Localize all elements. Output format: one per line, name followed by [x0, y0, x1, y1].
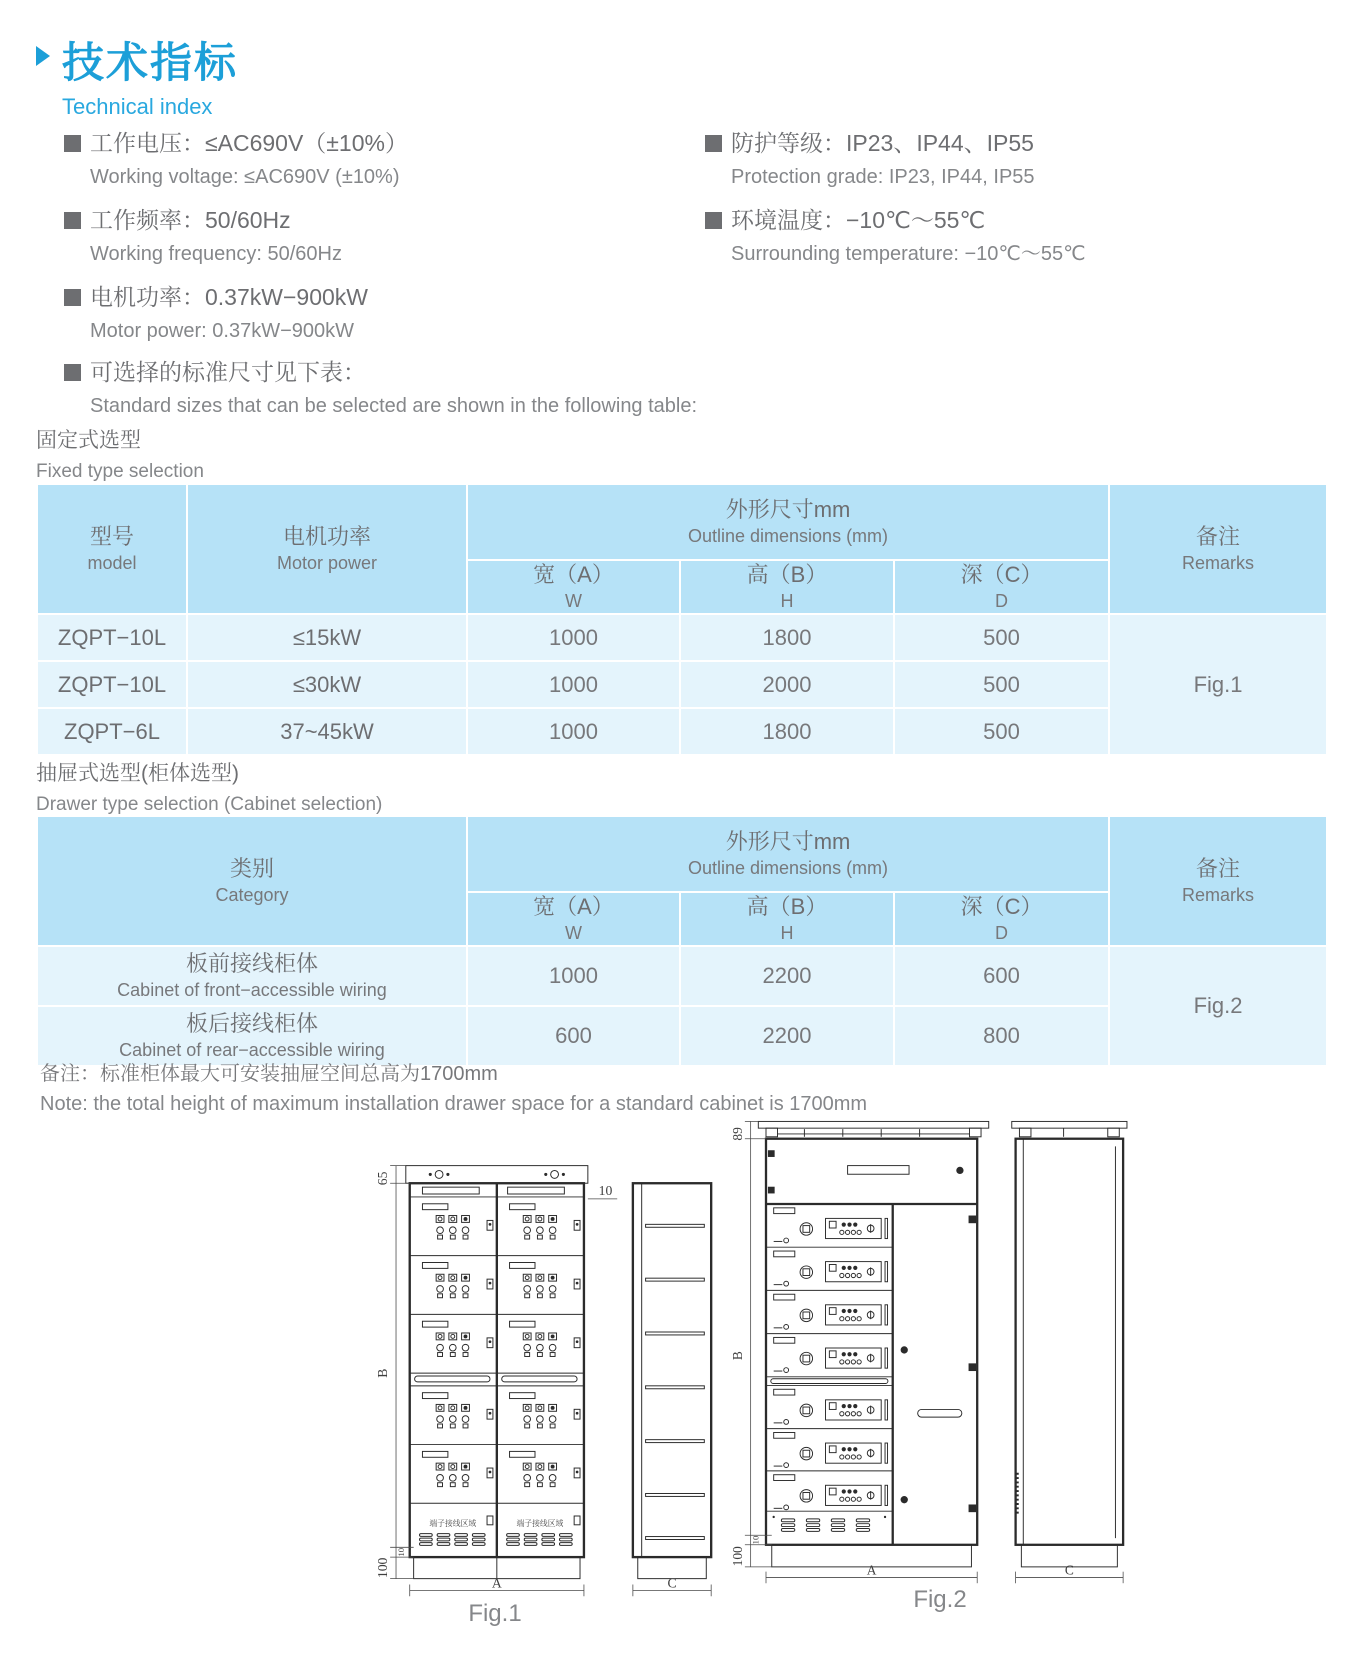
col-header-remarks: 备注 Remarks: [1109, 484, 1327, 614]
page-title: 技术指标: [62, 39, 239, 86]
drawer-type-table: [36, 815, 1328, 1067]
spec-zh: 工作电压：≤AC690V（±10%）: [90, 130, 408, 156]
cell-model: ZQPT−6L: [37, 708, 187, 755]
spec-en: Surrounding temperature: −10℃～55℃: [731, 243, 1086, 265]
spec-zh: 电机功率：0.37kW−900kW: [90, 284, 368, 310]
spec-item: [705, 128, 1325, 192]
square-bullet-icon: [64, 364, 81, 381]
col-header-power: 电机功率 Motor power: [187, 484, 467, 614]
fixed-section-label: [36, 424, 204, 483]
spec-zh: 防护等级：IP23、IP44、IP55: [731, 130, 1034, 156]
fig1-dim-A: A: [491, 1575, 502, 1591]
fig1-dim-100: 100: [375, 1557, 391, 1579]
col-header-height: 高（B） H: [680, 892, 894, 946]
page-subtitle: Technical index: [62, 94, 213, 119]
cell-depth: 500: [894, 661, 1109, 708]
fig1-dim-10-small: 10: [395, 1547, 406, 1557]
fig1-drawing: [335, 1148, 735, 1608]
cell-model: ZQPT−10L: [37, 661, 187, 708]
cell-width: 1000: [467, 946, 680, 1006]
square-bullet-icon: [64, 289, 81, 306]
cell-depth: 600: [894, 946, 1109, 1006]
cell-category: 板后接线柜体 Cabinet of rear−accessible wiring: [37, 1006, 467, 1066]
cell-height: 2200: [680, 1006, 894, 1066]
title-arrow-icon: [36, 46, 50, 66]
fixed-type-table: [36, 483, 1328, 756]
fig2-front-view: [758, 1121, 988, 1566]
terminal-area-label: 端子接线区域: [429, 1518, 477, 1528]
col-header-outline: 外形尺寸mm Outline dimensions (mm): [467, 484, 1109, 560]
section-title-en: Drawer type selection (Cabinet selection): [36, 794, 383, 815]
section-title-en: Fixed type selection: [36, 461, 204, 482]
fig2-dimensions: [730, 1121, 1123, 1583]
cell-remark: Fig.1: [1109, 614, 1327, 755]
fig2-dim-89: 89: [730, 1127, 745, 1141]
col-header-category: 类别 Category: [37, 816, 467, 946]
cell-height: 1800: [680, 614, 894, 661]
square-bullet-icon: [64, 135, 81, 152]
fig2-dim-10-small: 10: [750, 1535, 761, 1545]
terminal-area-label: 端子接线区域: [516, 1518, 564, 1528]
cell-depth: 500: [894, 708, 1109, 755]
table-row: [37, 614, 1327, 661]
fig2-dim-B: B: [730, 1351, 745, 1361]
cell-category: 板前接线柜体 Cabinet of front−accessible wiring: [37, 946, 467, 1006]
fig2-dim-A: A: [866, 1562, 877, 1578]
cell-width: 1000: [467, 661, 680, 708]
spec-item: [64, 128, 664, 192]
section-title-zh: 抽屉式选型(柜体选型): [36, 762, 239, 785]
square-bullet-icon: [64, 212, 81, 229]
cell-model: ZQPT−10L: [37, 614, 187, 661]
cell-width: 1000: [467, 708, 680, 755]
spec-item: [705, 205, 1325, 269]
fig1-dim-C: C: [667, 1575, 677, 1591]
fig1-caption: Fig.1: [468, 1600, 522, 1627]
cell-height: 1800: [680, 708, 894, 755]
fig2-side-view: [1012, 1121, 1127, 1566]
cell-power: ≤15kW: [187, 614, 467, 661]
spec-item: [64, 282, 664, 346]
spec-en: Protection grade: IP23, IP44, IP55: [731, 166, 1035, 188]
col-header-height: 高（B） H: [680, 560, 894, 614]
spec-zh: 可选择的标准尺寸见下表：: [90, 359, 366, 385]
spec-en: Standard sizes that can be selected are shown in the following table:: [90, 395, 698, 417]
cell-height: 2200: [680, 946, 894, 1006]
cell-power: 37~45kW: [187, 708, 467, 755]
spec-en: Working voltage: ≤AC690V (±10%): [90, 166, 400, 188]
spec-table-intro: [64, 357, 964, 421]
spec-zh: 环境温度：−10℃～55℃: [731, 207, 986, 233]
fig2-dim-C: C: [1064, 1562, 1074, 1578]
fig2-dim-100: 100: [730, 1546, 745, 1567]
fig1-dim-B: B: [375, 1368, 391, 1378]
spec-list-right: [705, 128, 1325, 282]
spec-item: [64, 205, 664, 269]
spec-en: Motor power: 0.37kW−900kW: [90, 320, 354, 342]
cell-depth: 800: [894, 1006, 1109, 1066]
cell-depth: 500: [894, 614, 1109, 661]
fig1-front-view: [406, 1166, 588, 1579]
footnote-en: Note: the total height of maximum installation drawer space for a standard cabinet is 1700mm: [40, 1093, 868, 1115]
page-title-block: [62, 30, 238, 120]
table-row: [37, 946, 1327, 1006]
col-header-outline: 外形尺寸mm Outline dimensions (mm): [467, 816, 1109, 892]
spec-zh: 工作频率：50/60Hz: [90, 207, 291, 233]
fig1-dim-65: 65: [375, 1171, 391, 1186]
col-header-depth: 深（C） D: [894, 892, 1109, 946]
cell-height: 2000: [680, 661, 894, 708]
section-title-zh: 固定式选型: [36, 429, 141, 452]
cell-width: 1000: [467, 614, 680, 661]
fig1-dim-10-top: 10: [598, 1182, 613, 1198]
col-header-width: 宽（A） W: [467, 560, 680, 614]
col-header-remarks: 备注 Remarks: [1109, 816, 1327, 946]
fig2-caption: Fig.2: [913, 1586, 967, 1613]
spec-en: Working frequency: 50/60Hz: [90, 243, 342, 265]
square-bullet-icon: [705, 212, 722, 229]
cell-power: ≤30kW: [187, 661, 467, 708]
footnote-zh: 备注：标准柜体最大可安装抽屉空间总高为1700mm: [40, 1063, 498, 1085]
col-header-width: 宽（A） W: [467, 892, 680, 946]
cell-width: 600: [467, 1006, 680, 1066]
spec-list-left: [64, 128, 664, 359]
col-header-model: 型号 model: [37, 484, 187, 614]
fig2-drawing: [680, 1108, 1140, 1588]
square-bullet-icon: [705, 135, 722, 152]
drawer-section-label: [36, 757, 382, 816]
cell-remark: Fig.2: [1109, 946, 1327, 1066]
col-header-depth: 深（C） D: [894, 560, 1109, 614]
